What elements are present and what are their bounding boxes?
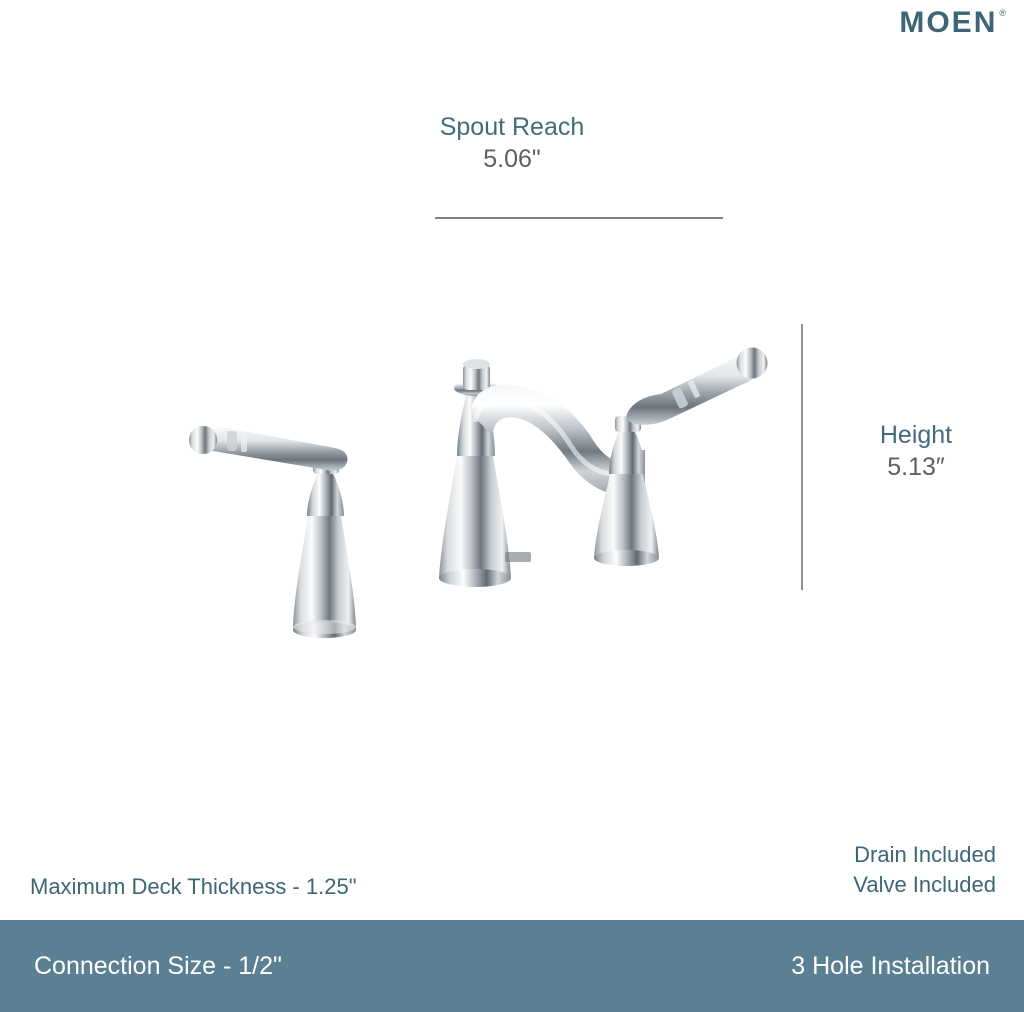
moen-logo: [899, 6, 1006, 40]
height-annotation: [820, 420, 1012, 485]
left-handle: [189, 426, 356, 638]
valve-included-note: Valve Included: [853, 871, 996, 897]
drain-included-note: Drain Included: [854, 842, 996, 867]
right-handle: [594, 348, 768, 567]
faucet-illustration: [175, 330, 835, 660]
connection-size-text: Connection Size - 1/2": [34, 951, 282, 980]
brand-wordmark: MOEN: [899, 6, 998, 39]
height-value: 5.13″: [887, 453, 945, 482]
spout-brand-stamp: [505, 552, 531, 562]
spout-reach-label: Spout Reach: [439, 113, 585, 141]
footer-band: [0, 920, 1024, 1012]
spout-reach-dimension-line: [435, 217, 723, 219]
height-label: Height: [879, 421, 953, 449]
spout-reach-value: 5.06": [483, 145, 541, 174]
deck-thickness-note: Maximum Deck Thickness - 1.25": [30, 874, 357, 899]
inclusions-notes: [853, 840, 996, 900]
spout-reach-annotation: [0, 112, 1024, 177]
registered-trademark-icon: ®: [999, 8, 1006, 18]
hole-installation-text: 3 Hole Installation: [791, 951, 990, 980]
